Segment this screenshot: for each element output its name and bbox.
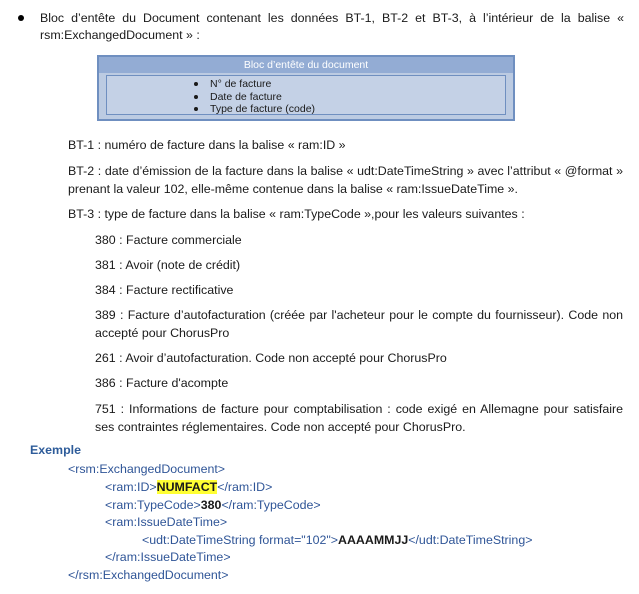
code-line-issuedatetime-open: <ram:IssueDateTime> <box>105 515 228 529</box>
header-block-list <box>107 76 505 116</box>
code-line-issuedatetime-close: </ram:IssueDateTime> <box>105 550 231 564</box>
header-block-diagram <box>97 55 515 121</box>
code-item-386: 386 : Facture d'acompte <box>95 376 229 390</box>
bullet-item <box>18 10 624 44</box>
code-item-381: 381 : Avoir (note de crédit) <box>95 258 241 272</box>
bullet-text: Bloc d’entête du Document contenant les données BT-1, BT-2 et BT-3, à l’intérieur de la balise « rsm:ExchangedDocument » : <box>40 11 624 42</box>
header-block-content <box>106 75 506 115</box>
code-tag: <ram:ID> <box>105 480 157 494</box>
header-block-title: Bloc d’entête du document <box>99 57 513 73</box>
code-item-380: 380 : Facture commerciale <box>95 233 242 247</box>
code-value: 380 <box>200 498 222 512</box>
code-tag: </ram:ID> <box>217 480 273 494</box>
code-item-261: 261 : Avoir d’autofacturation. Code non accepté pour ChorusPro <box>95 351 447 365</box>
code-tag: </ram:TypeCode> <box>221 498 321 512</box>
code-line-exchanged-open: <rsm:ExchangedDocument> <box>68 462 226 476</box>
header-block-item: N° de facture <box>107 78 505 91</box>
header-block-item: Type de facture (code) <box>107 103 505 116</box>
code-tag: </udt:DateTimeString> <box>408 533 533 547</box>
bt3-paragraph: BT-3 : type de facture dans la balise « ram:TypeCode »,pour les valeurs suivantes : <box>68 207 525 221</box>
code-item-389: 389 : Facture d’autofacturation (créée par l'acheteur pour le compte du fournisseur). Code non accepté pour ChorusPro <box>95 308 623 340</box>
code-line-exchanged-close: </rsm:ExchangedDocument> <box>68 568 229 582</box>
code-item-384: 384 : Facture rectificative <box>95 283 234 297</box>
code-line-id <box>105 479 272 496</box>
code-tag: <ram:TypeCode> <box>105 498 201 512</box>
header-block-item: Date de facture <box>107 91 505 104</box>
code-line-typecode <box>105 497 321 514</box>
bt1-paragraph: BT-1 : numéro de facture dans la balise « ram:ID » <box>68 138 346 152</box>
bullet-dot-icon <box>18 15 24 21</box>
code-item-751: 751 : Informations de facture pour comptabilisation : code exigé en Allemagne pour satisfaire ses contraintes réglementaires. Code non accepté pour ChorusPro. <box>95 402 623 434</box>
code-tag: <udt:DateTimeString format="102"> <box>142 533 339 547</box>
code-value-highlight: NUMFACT <box>156 480 218 494</box>
example-heading: Exemple <box>30 443 81 457</box>
bt2-paragraph: BT-2 : date d’émission de la facture dans la balise « udt:DateTimeString » avec l’attribut « @format » prenant la valeur 102, elle-même contenue dans la balise « ram:IssueDateTime ». <box>68 164 623 196</box>
code-line-datetimestring <box>142 532 532 549</box>
code-value: AAAAMMJJ <box>338 533 409 547</box>
